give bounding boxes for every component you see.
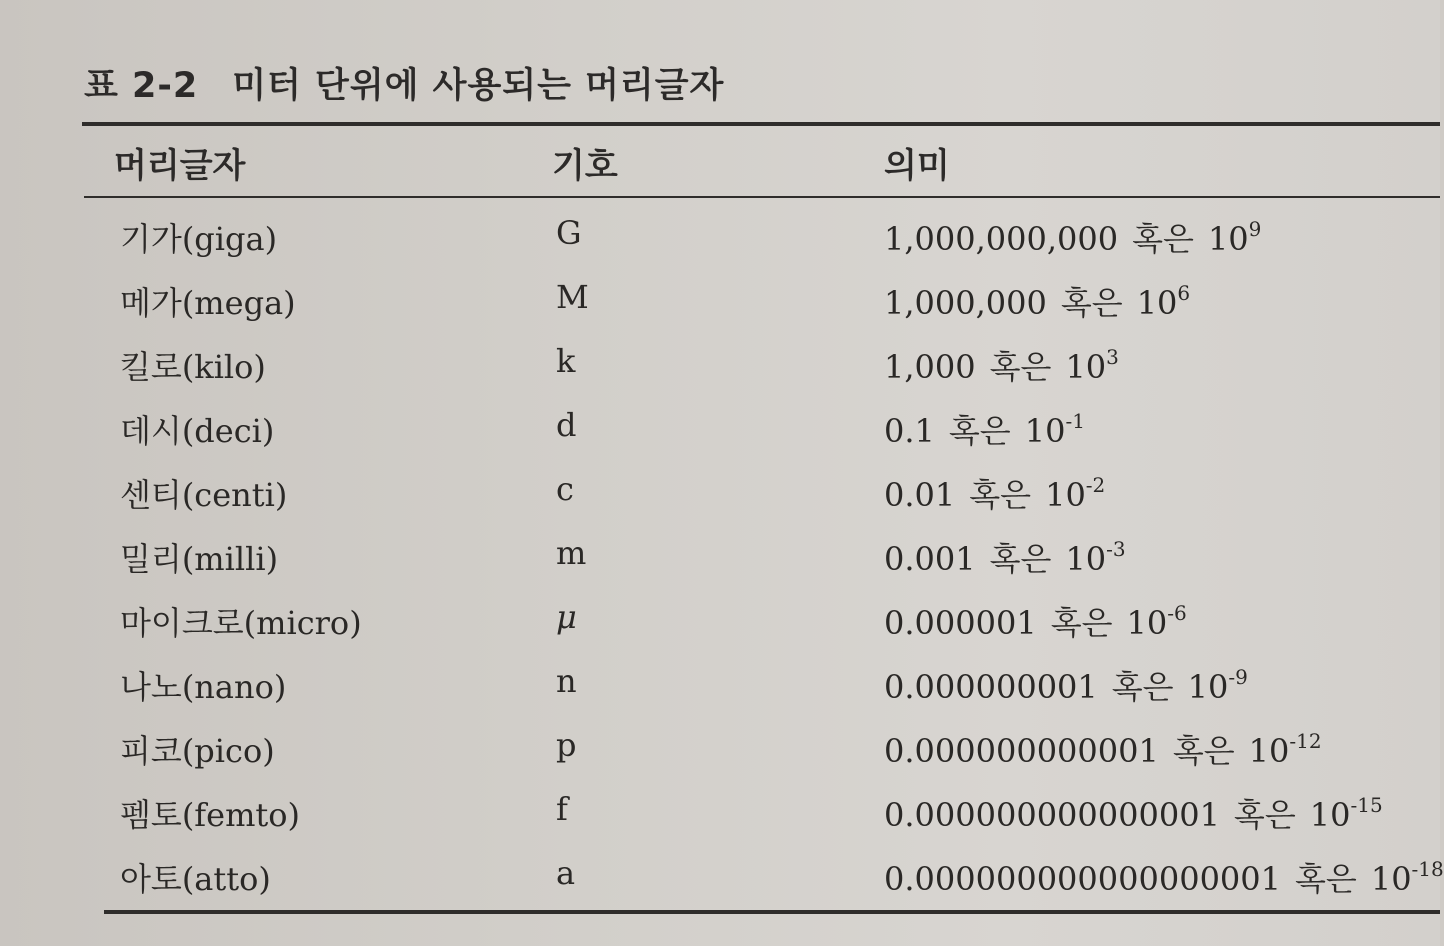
table-row [0, 406, 1440, 462]
prefix-cell: 메가(mega) [120, 284, 296, 322]
meaning-exponent: -3 [1106, 537, 1126, 561]
header-prefix: 머리글자 [114, 146, 246, 186]
table-row [0, 790, 1440, 846]
meaning-cell [884, 406, 1085, 452]
meaning-exponent: 3 [1106, 345, 1119, 369]
prefix-cell: 펨토(femto) [120, 796, 301, 834]
symbol-cell [556, 854, 575, 892]
meaning-exponent: 6 [1177, 281, 1191, 305]
symbol-text: p [556, 726, 577, 764]
symbol-text: k [556, 342, 576, 380]
prefix-cell: 기가(giga) [120, 220, 278, 258]
prefix-cell: 마이크로(micro) [120, 604, 362, 642]
meaning-base: 10 [1065, 348, 1107, 386]
meaning-cell [884, 470, 1105, 516]
meaning-cell [884, 790, 1383, 836]
prefix-cell: 피코(pico) [120, 732, 275, 770]
meaning-cell [884, 278, 1190, 324]
symbol-text: G [556, 214, 582, 252]
meaning-exponent: 9 [1248, 217, 1262, 241]
symbol-text: a [556, 854, 576, 892]
meaning-base: 10 [1136, 284, 1178, 322]
prefix-cell: 나노(nano) [120, 668, 287, 706]
meaning-base: 10 [1065, 540, 1107, 578]
table-row [0, 662, 1440, 718]
meaning-exponent: -18 [1411, 857, 1444, 881]
meaning-base: 10 [1309, 796, 1351, 834]
meaning-exponent: -1 [1065, 409, 1085, 433]
table-row [0, 726, 1440, 782]
prefix-cell: 센티(centi) [120, 476, 288, 514]
symbol-text: d [556, 406, 577, 444]
symbol-text: μ [556, 598, 577, 636]
prefix-cell: 킬로(kilo) [120, 348, 266, 386]
meaning-value: 0.000001 [884, 604, 1037, 642]
meaning-connector: 혹은 [989, 540, 1052, 578]
meaning-value: 0.000000001 [884, 668, 1098, 706]
symbol-text: f [556, 790, 568, 828]
symbol-cell [556, 278, 589, 316]
meaning-value: 0.000000000000000001 [884, 860, 1281, 898]
symbol-cell [556, 214, 582, 252]
meaning-value: 0.01 [884, 476, 956, 514]
table-title [84, 58, 724, 108]
meaning-cell [884, 214, 1261, 260]
meaning-connector: 혹은 [969, 476, 1032, 514]
meaning-connector: 혹은 [1233, 796, 1296, 834]
meaning-base: 10 [1248, 732, 1290, 770]
meaning-connector: 혹은 [1132, 220, 1194, 258]
table-top-rule [82, 122, 1440, 126]
prefix-cell: 데시(deci) [120, 412, 275, 450]
table-row [0, 854, 1444, 910]
header-symbol: 기호 [552, 146, 618, 186]
symbol-cell [556, 342, 575, 380]
meaning-value: 0.000000000001 [884, 732, 1159, 770]
meaning-cell [884, 662, 1248, 708]
meaning-value: 1,000,000,000 [884, 220, 1119, 258]
table-row [0, 534, 1440, 590]
meaning-cell [884, 342, 1119, 388]
symbol-text: c [556, 470, 574, 508]
symbol-cell [556, 662, 577, 700]
table-row [0, 598, 1440, 654]
meaning-base: 10 [1024, 412, 1066, 450]
symbol-cell [556, 790, 568, 828]
symbol-text: m [556, 534, 587, 572]
meaning-cell [884, 854, 1444, 900]
meaning-exponent: -6 [1167, 601, 1187, 625]
table-bottom-rule [104, 910, 1440, 914]
table-title-text: 미터 단위에 사용되는 머리글자 [232, 66, 725, 106]
prefix-cell: 밀리(milli) [120, 540, 279, 578]
meaning-connector: 혹은 [1060, 284, 1123, 322]
meaning-base: 10 [1187, 668, 1229, 706]
table-row [0, 214, 1440, 270]
meaning-connector: 혹은 [1172, 732, 1235, 770]
table-row [0, 342, 1440, 398]
meaning-base: 10 [1207, 220, 1249, 258]
symbol-text: n [556, 662, 577, 700]
meaning-connector: 혹은 [948, 412, 1011, 450]
meaning-exponent: -15 [1350, 793, 1383, 817]
meaning-value: 0.001 [884, 540, 976, 578]
symbol-cell [556, 534, 586, 572]
symbol-cell [556, 726, 576, 764]
meaning-connector: 혹은 [1050, 604, 1113, 642]
meaning-cell [884, 726, 1322, 772]
symbol-cell [556, 598, 577, 636]
meaning-value: 0.1 [884, 412, 935, 450]
meaning-connector: 혹은 [1111, 668, 1174, 706]
table-number: 표 2-2 [84, 66, 199, 106]
symbol-cell [556, 470, 574, 508]
header-rule [84, 196, 1440, 198]
table-row [0, 278, 1440, 334]
table-row [0, 470, 1440, 526]
meaning-connector: 혹은 [1295, 860, 1357, 898]
meaning-value: 1,000 [884, 348, 976, 386]
header-meaning: 의미 [884, 146, 950, 186]
meaning-connector: 혹은 [989, 348, 1052, 386]
meaning-cell [884, 598, 1187, 644]
meaning-exponent: -12 [1289, 729, 1322, 753]
meaning-base: 10 [1045, 476, 1086, 514]
prefix-cell: 아토(atto) [120, 860, 271, 898]
meaning-base: 10 [1126, 604, 1168, 642]
meaning-exponent: -9 [1228, 665, 1248, 689]
symbol-text: M [556, 278, 589, 316]
meaning-value: 0.000000000000001 [884, 796, 1220, 834]
meaning-base: 10 [1370, 860, 1412, 898]
meaning-value: 1,000,000 [884, 284, 1047, 322]
symbol-cell [556, 406, 576, 444]
meaning-exponent: -2 [1085, 473, 1106, 497]
meaning-cell [884, 534, 1126, 580]
